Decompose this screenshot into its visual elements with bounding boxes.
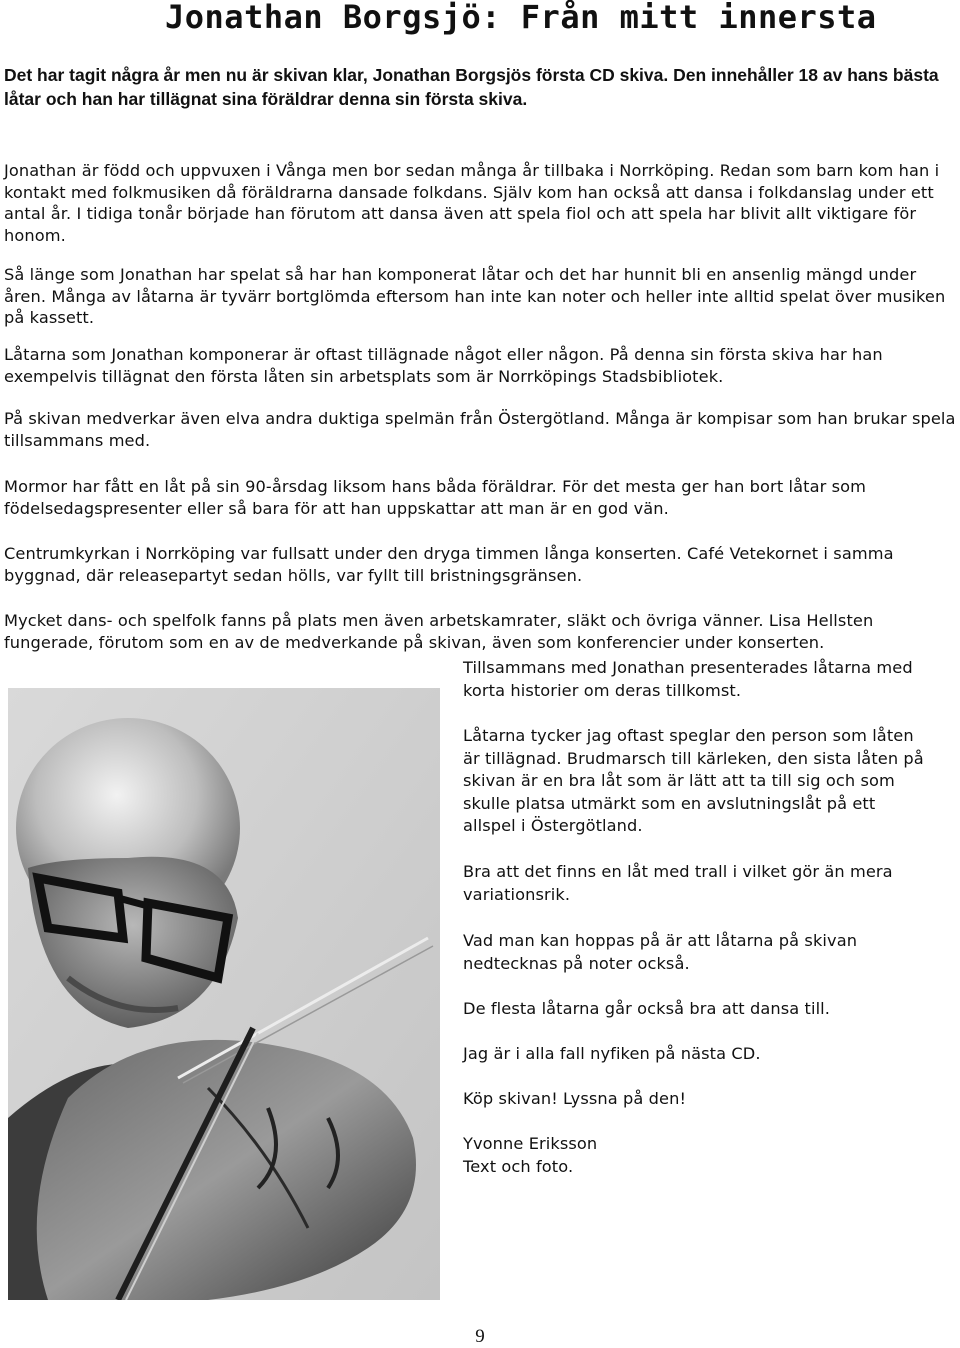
side-paragraph-6: Jag är i alla fall nyfiken på nästa CD. [463, 1044, 761, 1063]
paragraph-6: Centrumkyrkan i Norrköping var fullsatt under den dryga timmen långa konserten. Café Vetekornet i samma byggnad, där releasepartyt sedan hölls, var fyllt till bristningsgränsen. [4, 544, 894, 585]
fiddler-photo-drawing [8, 688, 440, 1300]
article-lead: Det har tagit några år men nu är skivan klar, Jonathan Borgsjös första CD skiva. Den innehåller 18 av hans bästa låtar och han har tillägnat sina föräldrar denna sin första skiva. [4, 65, 939, 109]
paragraph-4: På skivan medverkar även elva andra duktiga spelmän från Östergötland. Många är kompisar som han brukar spela tillsammans med. [4, 409, 956, 450]
byline-credit: Text och foto. [463, 1157, 574, 1176]
side-paragraph-4: Vad man kan hoppas på är att låtarna på skivan nedtecknas på noter också. [463, 931, 858, 973]
side-paragraph-1: Tillsammans med Jonathan presenterades låtarna med korta historier om deras tillkomst. [463, 658, 913, 700]
byline-author: Yvonne Eriksson [463, 1134, 598, 1153]
side-paragraph-2: Låtarna tycker jag oftast speglar den person som låten är tillägnad. Brudmarsch till kärleken, den sista låten på skivan är en bra låt som är lätt att ta till sig och som skulle platsa utmärkt som en avslutningslåt på ett allspel i Östergötland. [463, 726, 924, 835]
side-paragraph-3: Bra att det finns en låt med trall i vilket gör än mera variationsrik. [463, 862, 893, 904]
fiddler-photo [8, 688, 440, 1300]
paragraph-2: Så länge som Jonathan har spelat så har han komponerat låtar och det har hunnit bli en ansenlig mängd under åren. Många av låtarna är tyvärr bortglömda eftersom han inte kan noter och heller inte alltid spelat över musiken på kassett. [4, 265, 946, 327]
page-number: 9 [475, 1326, 485, 1347]
side-paragraph-7: Köp skivan! Lyssna på den! [463, 1089, 687, 1108]
article-title: Jonathan Borgsjö: Från mitt innersta [165, 0, 877, 36]
paragraph-3: Låtarna som Jonathan komponerar är oftast tillägnade något eller någon. På denna sin första skiva har han exempelvis tillägnat den första låten sin arbetsplats som är Norrköpings Stadsbibliotek. [4, 345, 883, 386]
side-paragraph-5: De flesta låtarna går också bra att dansa till. [463, 999, 831, 1018]
paragraph-5: Mormor har fått en låt på sin 90-årsdag liksom hans båda föräldrar. För det mesta ger han bort låtar som födelsedagspresenter eller så bara för att han uppskattar att man är en god vän. [4, 477, 866, 518]
paragraph-7: Mycket dans- och spelfolk fanns på plats men även arbetskamrater, släkt och övriga vänner. Lisa Hellsten fungerade, förutom som en av de medverkande på skivan, även som konferencier under konserten. [4, 611, 874, 652]
paragraph-1: Jonathan är född och uppvuxen i Vånga men bor sedan många år tillbaka i Norrköping. Redan som barn kom han i kontakt med folkmusiken då föräldrarna dansade folkdans. Själv kom han också att dansa i folkdanslag under ett antal år. I tidiga tonår började han förutom att dansa även att spela fiol och att spela har blivit allt viktigare för honom. [4, 161, 940, 245]
